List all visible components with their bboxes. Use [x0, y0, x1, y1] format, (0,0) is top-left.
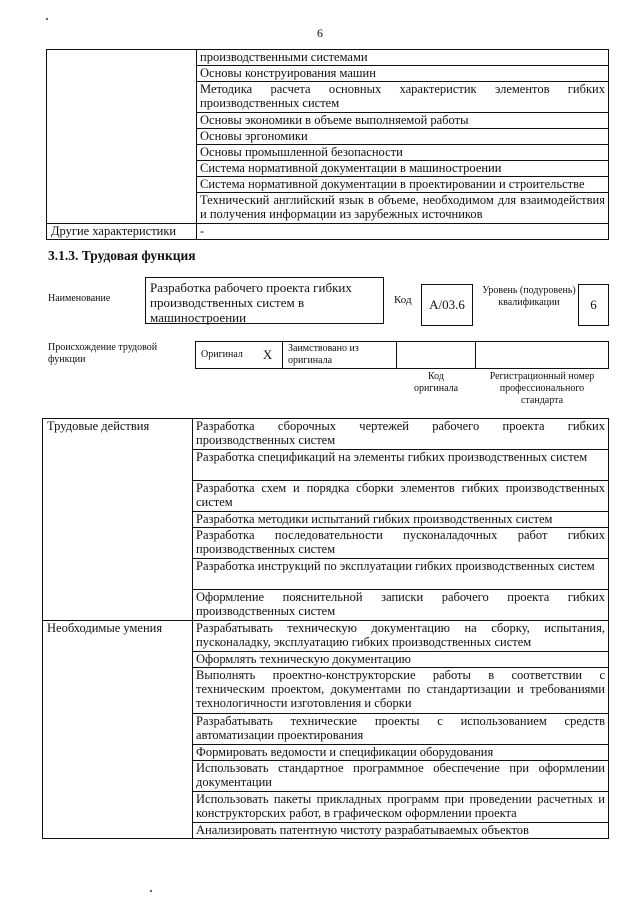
code-label: Код	[394, 294, 412, 306]
function-code-box: A/03.6	[421, 284, 473, 326]
level-label: Уровень (подуровень) квалификации	[482, 285, 576, 308]
labor-actions-label: Трудовые действия	[43, 419, 193, 621]
labor-action-row: Разработка последовательности пусконаладочных работ гибких производственных систем	[193, 528, 609, 559]
origin-label: Происхождение трудовой функции	[48, 342, 158, 365]
skill-row: Формировать ведомости и спецификации оборудования	[193, 745, 609, 761]
level-value-box: 6	[578, 284, 609, 326]
name-label: Наименование	[48, 293, 111, 304]
top-table-label-cell	[47, 50, 197, 224]
section-title: 3.1.3. Трудовая функция	[48, 248, 196, 263]
knowledge-row: Система нормативной документации в машиностроении	[197, 161, 609, 177]
skill-row: Выполнять проектно-конструкторские работы в соответствии с техническим проектом, документами по стандартизации и требованиями технологичности изготовления и сборки	[193, 668, 609, 714]
labor-action-row: Разработка методики испытаний гибких производственных систем	[193, 512, 609, 528]
knowledge-row: Основы эргономики	[197, 129, 609, 145]
knowledge-row: Основы промышленной безопасности	[197, 145, 609, 161]
original-code-box	[396, 341, 476, 369]
skill-row: Использовать пакеты прикладных программ при проведении расчетных и конструкторских работ, в графическом оформлении проекта	[193, 792, 609, 823]
labor-action-row: Разработка спецификаций на элементы гибких производственных систем	[193, 450, 609, 481]
top-table	[46, 49, 609, 240]
knowledge-row: Методика расчета основных характеристик элементов гибких производственных систем	[197, 82, 609, 113]
required-skills-label: Необходимые умения	[43, 621, 193, 839]
original-box	[195, 341, 283, 369]
original-code-caption: Код оригинала	[413, 371, 459, 394]
labor-action-row: Разработка инструкций по эксплуатации гибких производственных систем	[193, 559, 609, 590]
registration-number-box	[475, 341, 609, 369]
page-number: 6	[317, 26, 323, 40]
knowledge-row: Основы экономики в объеме выполняемой работы	[197, 113, 609, 129]
main-table	[42, 418, 609, 839]
scan-speck	[46, 18, 48, 20]
skill-row: Использовать стандартное программное обеспечение при оформлении документации	[193, 761, 609, 792]
labor-action-row: Оформление пояснительной записки рабочего проекта гибких производственных систем	[193, 590, 609, 621]
skill-row: Разрабатывать технические проекты с использованием средств автоматизации проектирования	[193, 714, 609, 745]
borrowed-box: Заимствовано из оригинала	[282, 341, 397, 369]
skill-row: Разрабатывать техническую документацию на сборку, испытания, пусконаладку, эксплуатацию гибких производственных систем	[193, 621, 609, 652]
original-label: Оригинал	[201, 349, 243, 360]
other-characteristics-value: -	[197, 224, 609, 240]
knowledge-row: производственными системами	[197, 50, 609, 66]
function-name-box: Разработка рабочего проекта гибких производственных систем в машиностроении	[145, 277, 384, 324]
labor-action-row: Разработка сборочных чертежей рабочего проекта гибких производственных систем	[193, 419, 609, 450]
scan-speck	[150, 890, 152, 892]
other-characteristics-label: Другие характеристики	[47, 224, 197, 240]
knowledge-row: Основы конструирования машин	[197, 66, 609, 82]
original-mark: X	[262, 347, 273, 362]
knowledge-row: Технический английский язык в объеме, необходимом для взаимодействия и получения информации из зарубежных источников	[197, 193, 609, 224]
registration-number-caption: Регистрационный номер профессионального стандарта	[489, 371, 595, 406]
skill-row: Оформлять техническую документацию	[193, 652, 609, 668]
skill-row: Анализировать патентную чистоту разрабатываемых объектов	[193, 823, 609, 839]
knowledge-row: Система нормативной документации в проектировании и строительстве	[197, 177, 609, 193]
labor-action-row: Разработка схем и порядка сборки элементов гибких производственных систем	[193, 481, 609, 512]
